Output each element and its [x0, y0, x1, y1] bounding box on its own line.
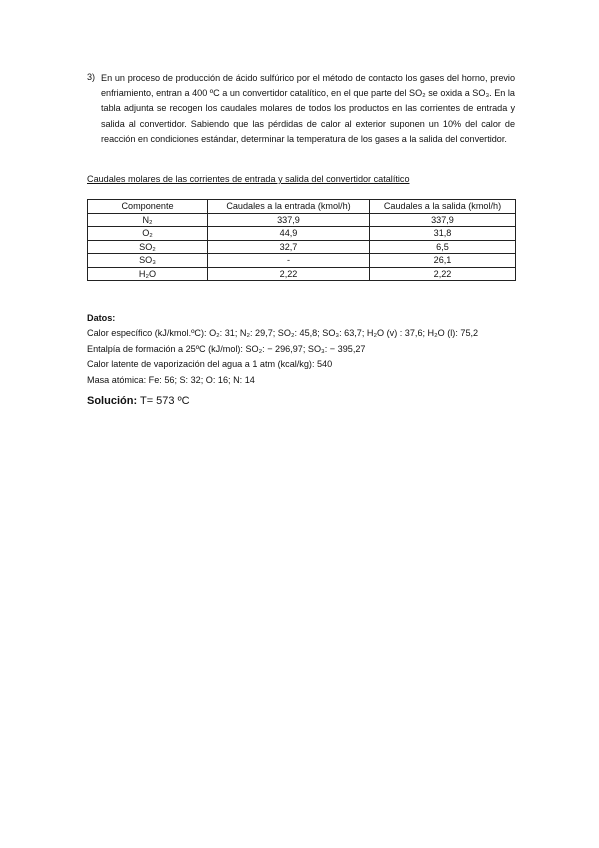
cell-inlet: 32,7 [208, 240, 370, 254]
table-row [88, 254, 516, 268]
cell-inlet: 2,22 [208, 267, 370, 281]
solution [87, 393, 190, 410]
cell-outlet: 337,9 [370, 213, 516, 227]
solution-label: Solución: [87, 395, 138, 407]
table-row [88, 227, 516, 241]
table-header-row [88, 200, 516, 214]
table-row [88, 213, 516, 227]
cell-component: H₂O [88, 267, 208, 281]
data-formation-enthalpy: Entalpía de formación a 25ºC (kJ/mol): SO₂: − 296,97; SO₃: − 395,27 [87, 343, 366, 354]
cell-inlet: 337,9 [208, 213, 370, 227]
data-title: Datos: [87, 313, 116, 323]
cell-outlet: 2,22 [370, 267, 516, 281]
cell-outlet: 6,5 [370, 240, 516, 254]
cell-outlet: 31,8 [370, 227, 516, 241]
cell-component: N₂ [88, 213, 208, 227]
table-caption: Caudales molares de las corrientes de entrada y salida del convertidor catalítico [87, 174, 410, 184]
header-component: Componente [88, 200, 208, 214]
data-atomic-mass: Masa atómica: Fe: 56; S: 32; O: 16; N: 14 [87, 374, 255, 385]
data-specific-heat: Calor específico (kJ/kmol.ºC): O₂: 31; N₂: 29,7; SO₂: 45,8; SO₃: 63,7; H₂O (v) : 37,6; H₂O (l): 75,2 [87, 328, 479, 339]
cell-component: SO₂ [88, 240, 208, 254]
data-section [87, 311, 527, 388]
solution-value: T= 573 ºC [139, 395, 190, 407]
data-latent-heat: Calor latente de vaporización del agua a 1 atm (kcal/kg): 540 [87, 359, 333, 370]
cell-component: SO₃ [88, 254, 208, 268]
table-row [88, 267, 516, 281]
cell-inlet: - [208, 254, 370, 268]
cell-component: O₂ [88, 227, 208, 241]
problem-number: 3) [87, 72, 96, 82]
header-outlet-flow: Caudales a la salida (kmol/h) [370, 200, 516, 214]
table-row [88, 240, 516, 254]
cell-inlet: 44,9 [208, 227, 370, 241]
header-inlet-flow: Caudales a la entrada (kmol/h) [208, 200, 370, 214]
cell-outlet: 26,1 [370, 254, 516, 268]
problem-text: En un proceso de producción de ácido sulfúrico por el método de contacto los gases del horno, previo enfriamiento, entran a 400 ºC a un convertidor catalítico, en el que parte del SO₂ se oxida a SO₃. En la tabla adjunta se recogen los caudales molares de todos los productos en las corrientes de entrada y salida al convertidor. Sabiendo que las pérdidas de calor al exterior suponen un 10% del calor de reacción en condiciones estándar, determinar la temperatura de los gases a la salida del convertidor. [101, 73, 515, 144]
problem-statement [87, 71, 515, 147]
molar-flow-table [87, 199, 516, 281]
